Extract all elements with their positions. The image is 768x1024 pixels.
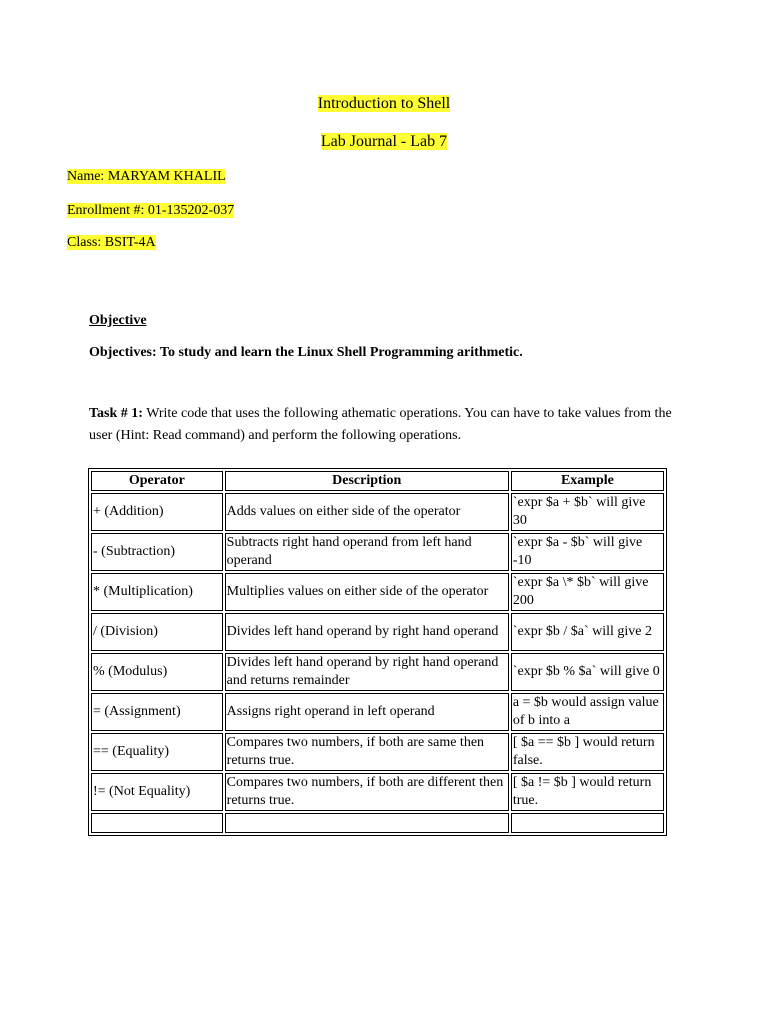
task-label: Task # 1:	[89, 406, 143, 421]
table-row	[91, 733, 664, 771]
description-cell: Multiplies values on either side of the operator	[225, 573, 509, 611]
objective-heading: Objective	[89, 313, 147, 328]
objective-text: Objectives: To study and learn the Linux Shell Programming arithmetic.	[89, 345, 523, 360]
student-enrollment: Enrollment #: 01-135202-037	[67, 203, 235, 218]
table-header-row	[91, 471, 664, 491]
operator-cell: * (Multiplication)	[91, 573, 223, 611]
description-cell: Adds values on either side of the operator	[225, 493, 509, 531]
description-cell: Subtracts right hand operand from left hand operand	[225, 533, 509, 571]
table-row	[91, 493, 664, 531]
description-cell: Compares two numbers, if both are same then returns true.	[225, 733, 509, 771]
example-cell: `expr $a + $b` will give 30	[511, 493, 664, 531]
operator-cell: / (Division)	[91, 613, 223, 651]
table-row	[91, 533, 664, 571]
description-cell: Divides left hand operand by right hand operand and returns remainder	[225, 653, 509, 691]
header-description: Description	[225, 471, 509, 491]
table-row	[91, 653, 664, 691]
operator-cell	[91, 813, 223, 833]
header-example: Example	[511, 471, 664, 491]
example-cell	[511, 813, 664, 833]
student-name: Name: MARYAM KHALIL	[67, 169, 226, 184]
document-title	[0, 94, 768, 114]
table-row	[91, 693, 664, 731]
operator-cell: != (Not Equality)	[91, 773, 223, 811]
description-cell: Divides left hand operand by right hand operand	[225, 613, 509, 651]
operators-table	[88, 468, 667, 836]
operator-cell: == (Equality)	[91, 733, 223, 771]
table-row	[91, 573, 664, 611]
example-cell: `expr $a \* $b` will give 200	[511, 573, 664, 611]
task-description	[89, 403, 679, 447]
header-operator: Operator	[91, 471, 223, 491]
student-class: Class: BSIT-4A	[67, 235, 156, 250]
example-cell: `expr $a - $b` will give -10	[511, 533, 664, 571]
example-cell: `expr $b % $a` will give 0	[511, 653, 664, 691]
operator-cell: + (Addition)	[91, 493, 223, 531]
example-cell: `expr $b / $a` will give 2	[511, 613, 664, 651]
example-cell: [ $a == $b ] would return false.	[511, 733, 664, 771]
document-subtitle-text: Lab Journal - Lab 7	[320, 133, 448, 150]
description-cell: Compares two numbers, if both are different then returns true.	[225, 773, 509, 811]
example-cell: [ $a != $b ] would return true.	[511, 773, 664, 811]
document-subtitle	[0, 132, 768, 152]
student-enrollment-line	[67, 202, 234, 220]
operator-cell: - (Subtraction)	[91, 533, 223, 571]
operator-cell: % (Modulus)	[91, 653, 223, 691]
description-cell	[225, 813, 509, 833]
example-cell: a = $b would assign value of b into a	[511, 693, 664, 731]
student-name-line	[67, 168, 226, 186]
table-row	[91, 773, 664, 811]
table-row-empty	[91, 813, 664, 833]
document-title-text: Introduction to Shell	[317, 95, 451, 112]
operator-cell: = (Assignment)	[91, 693, 223, 731]
description-cell: Assigns right operand in left operand	[225, 693, 509, 731]
student-class-line	[67, 234, 156, 252]
table-row	[91, 613, 664, 651]
task-body: Write code that uses the following athematic operations. You can have to take values from the user (Hint: Read command) and perform the following operations.	[89, 406, 672, 443]
